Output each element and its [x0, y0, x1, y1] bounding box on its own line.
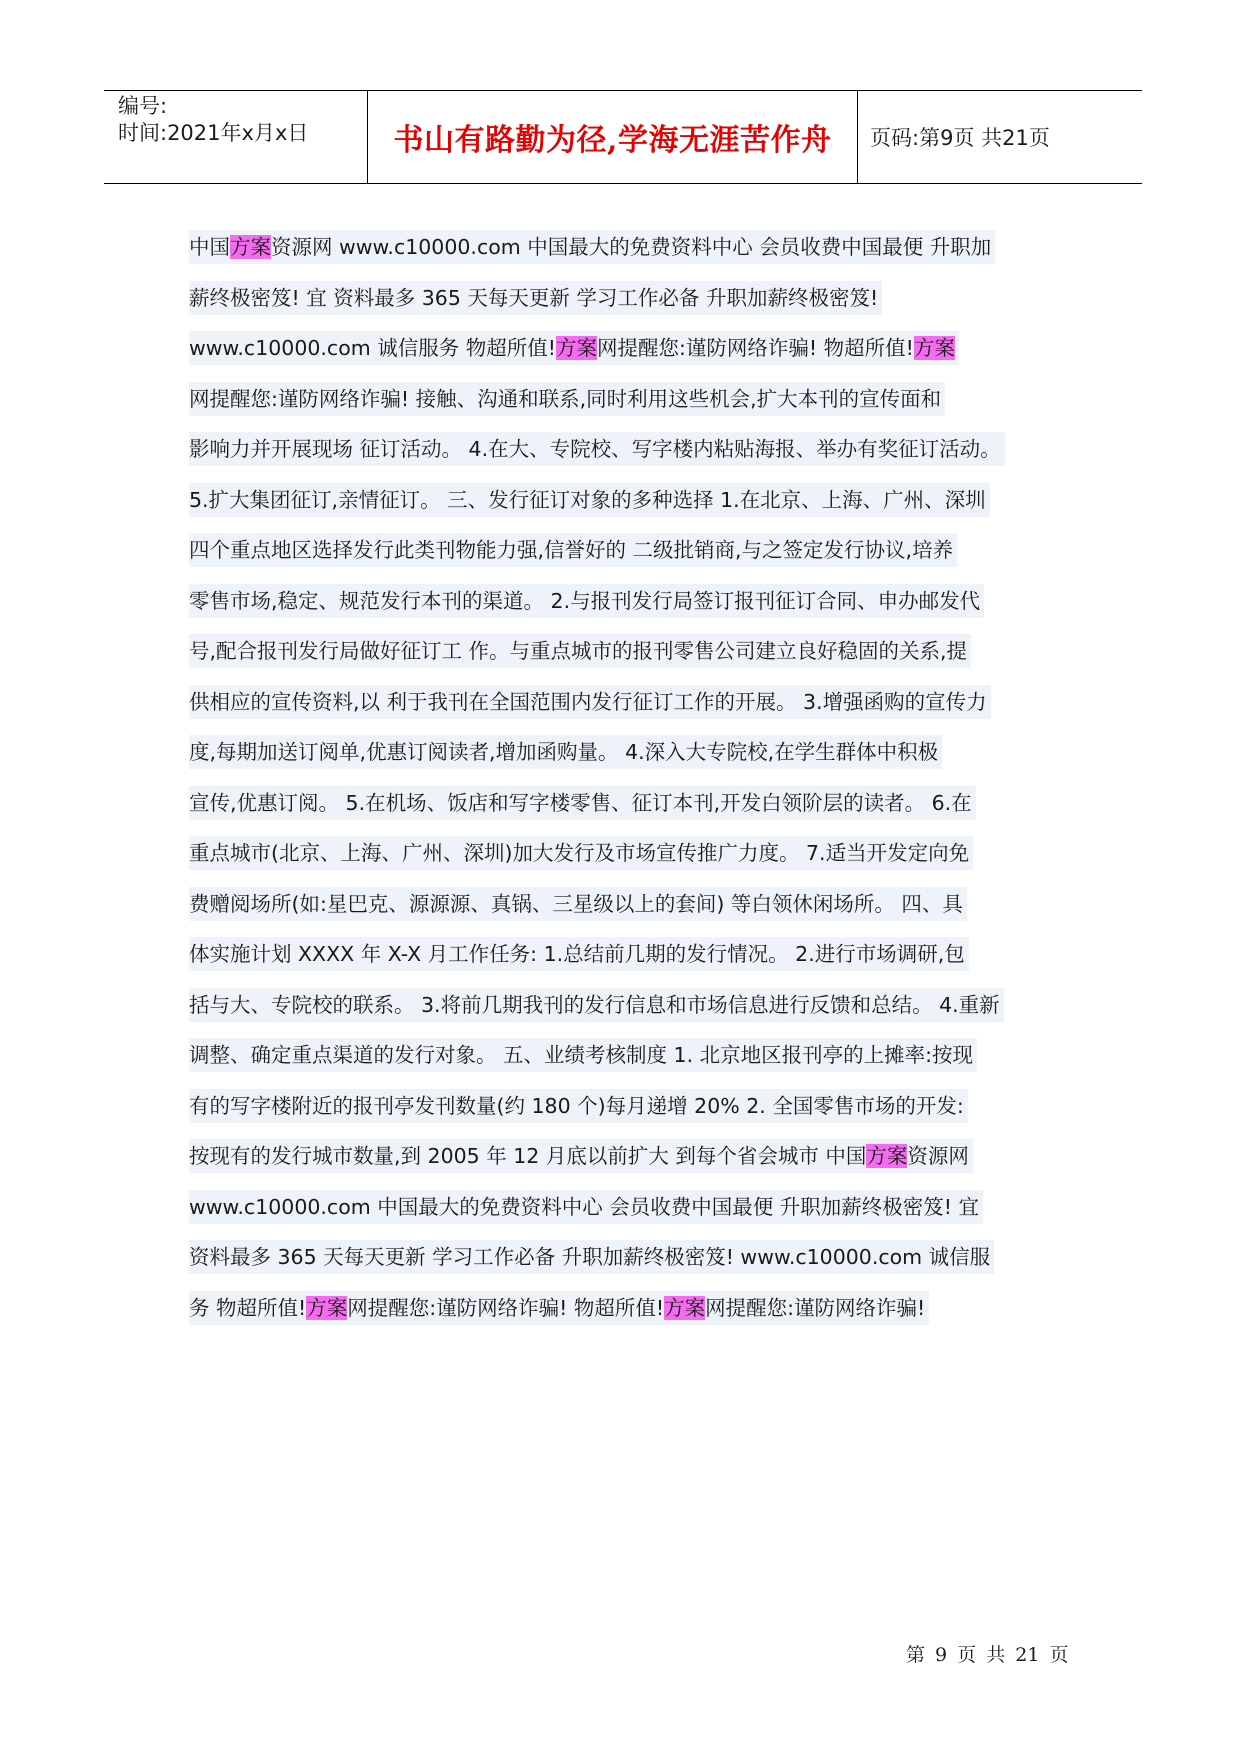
- text-line-content: [189, 1240, 994, 1274]
- text-line-content: [189, 1190, 983, 1224]
- text-line-content: [189, 382, 945, 416]
- text-line-content: [189, 281, 882, 315]
- document-time-label: 时间:2021年x月x日: [118, 121, 309, 145]
- text-segment: 费赠阅场所(如:星巴克、源源源、真锅、三星级以上的套间) 等白领休闲场所。 四、具: [189, 891, 963, 916]
- text-line: [189, 836, 1139, 887]
- text-segment: www.c10000.com 中国最大的免费资料中心 会员收费中国最便 升职加薪终极密笈! 宜: [189, 1194, 979, 1219]
- text-line-content: [189, 735, 942, 769]
- highlighted-keyword: 方案: [866, 1144, 908, 1168]
- highlighted-keyword: 方案: [913, 336, 955, 360]
- text-segment: 影响力并开展现场 征订活动。 4.在大、专院校、写字楼内粘贴海报、举办有奖征订活动。: [189, 437, 1001, 461]
- highlighted-keyword: 方案: [664, 1295, 706, 1320]
- text-segment: 5.扩大集团征订,亲情征订。 三、发行征订对象的多种选择 1.在北京、上海、广州、深圳: [189, 487, 986, 512]
- text-segment: 网提醒您:谨防网络诈骗! 物超所值!: [347, 1295, 665, 1320]
- text-line: [189, 634, 1139, 685]
- text-line: [189, 786, 1139, 837]
- text-segment: 网提醒您:谨防网络诈骗! 物超所值!: [596, 336, 914, 360]
- text-segment: 重点城市(北京、上海、广州、深圳)加大发行及市场宣传推广力度。 7.适当开发定向免: [189, 841, 970, 865]
- text-segment: 供相应的宣传资料,以 利于我刊在全国范围内发行征订工作的开展。 3.增强函购的宣传力: [189, 689, 987, 714]
- text-line-content: [189, 1038, 977, 1072]
- text-segment: 中国: [189, 235, 230, 259]
- text-segment: 资料最多 365 天每天更新 学习工作必备 升职加薪终极密笈! www.c10000.com 诚信服: [189, 1245, 991, 1269]
- header-motto-cell: [368, 91, 858, 183]
- text-line: [189, 1190, 1139, 1241]
- text-line: [189, 281, 1139, 332]
- text-line: [189, 382, 1139, 433]
- text-segment: 资源网 www.c10000.com 中国最大的免费资料中心 会员收费中国最便 升职加: [271, 235, 992, 259]
- text-line: [189, 1139, 1139, 1190]
- text-line-content: [189, 1089, 968, 1123]
- text-segment: 资源网: [907, 1144, 969, 1168]
- text-segment: 括与大、专院校的联系。 3.将前几期我刊的发行信息和市场信息进行反馈和总结。 4.重新: [189, 992, 1000, 1017]
- text-line-content: [189, 483, 990, 517]
- text-line: [189, 887, 1139, 938]
- text-segment: www.c10000.com 诚信服务 物超所值!: [189, 336, 556, 360]
- text-line-content: [189, 836, 973, 870]
- text-segment: 网提醒您:谨防网络诈骗!: [705, 1295, 926, 1320]
- text-line: [189, 1089, 1139, 1140]
- text-line-content: [189, 1291, 929, 1325]
- text-line: [189, 584, 1139, 635]
- text-line: [189, 331, 1139, 382]
- text-line: [189, 432, 1139, 483]
- text-line-content: [189, 331, 959, 365]
- text-segment: 按现有的发行城市数量,到 2005 年 12 月底以前扩大 到每个省会城市 中国: [189, 1144, 867, 1168]
- text-line: [189, 988, 1139, 1039]
- text-segment: 网提醒您:谨防网络诈骗! 接触、沟通和联系,同时利用这些机会,扩大本刊的宣传面和: [189, 386, 942, 411]
- text-line: [189, 735, 1139, 786]
- header-page-cell: [858, 91, 1142, 183]
- text-segment: 体实施计划 XXXX 年 X-X 月工作任务: 1.总结前几期的发行情况。 2.进行市场调研,包: [189, 942, 965, 966]
- text-line-content: [189, 432, 1005, 466]
- highlighted-keyword: 方案: [230, 235, 271, 259]
- text-segment: 四个重点地区选择发行此类刊物能力强,信誉好的 二级批销商,与之签定发行协议,培养: [189, 538, 954, 562]
- text-line: [189, 533, 1139, 584]
- text-line: [189, 230, 1139, 281]
- text-line-content: [189, 1139, 973, 1173]
- text-line: [189, 483, 1139, 534]
- text-line-content: [189, 634, 971, 668]
- highlighted-keyword: 方案: [555, 336, 597, 360]
- text-segment: 调整、确定重点渠道的发行对象。 五、业绩考核制度 1. 北京地区报刊亭的上摊率:按现: [189, 1043, 974, 1067]
- text-line-content: [189, 230, 995, 264]
- document-number-label: 编号:: [118, 94, 168, 118]
- text-line: [189, 1291, 1139, 1342]
- header-page-number: 页码:第9页 共21页: [870, 126, 1050, 150]
- text-line: [189, 685, 1139, 736]
- text-line-content: [189, 887, 967, 921]
- header-motto: 书山有路勤为径,学海无涯苦作舟: [393, 123, 832, 158]
- text-segment: 度,每期加送订阅单,优惠订阅读者,增加函购量。 4.深入大专院校,在学生群体中积极: [189, 740, 939, 764]
- text-segment: 号,配合报刊发行局做好征订工 作。与重点城市的报刊零售公司建立良好稳固的关系,提: [189, 639, 968, 663]
- text-line-content: [189, 533, 957, 567]
- text-line: [189, 1038, 1139, 1089]
- text-line-content: [189, 786, 976, 820]
- text-segment: 零售市场,稳定、规范发行本刊的渠道。 2.与报刊发行局签订报刊征订合同、申办邮发代: [189, 588, 981, 613]
- text-segment: 宣传,优惠订阅。 5.在机场、饭店和写字楼零售、征订本刊,开发白领阶层的读者。 6.在: [189, 790, 972, 815]
- text-segment: 薪终极密笈! 宜 资料最多 365 天每天更新 学习工作必备 升职加薪终极密笈!: [189, 285, 879, 310]
- page-footer: 第 9 页 共 21 页: [906, 1644, 1069, 1666]
- text-line: [189, 1240, 1139, 1291]
- document-body: [189, 230, 1139, 1341]
- header-info-cell: [104, 91, 368, 183]
- text-segment: 务 物超所值!: [189, 1295, 307, 1320]
- page-header: [104, 90, 1142, 184]
- text-line-content: [189, 685, 991, 719]
- text-segment: 有的写字楼附近的报刊亭发刊数量(约 180 个)每月递增 20% 2. 全国零售市场的开发:: [189, 1093, 964, 1118]
- text-line-content: [189, 988, 1004, 1022]
- highlighted-keyword: 方案: [306, 1295, 348, 1320]
- text-line-content: [189, 584, 984, 618]
- text-line-content: [189, 937, 969, 971]
- text-line: [189, 937, 1139, 988]
